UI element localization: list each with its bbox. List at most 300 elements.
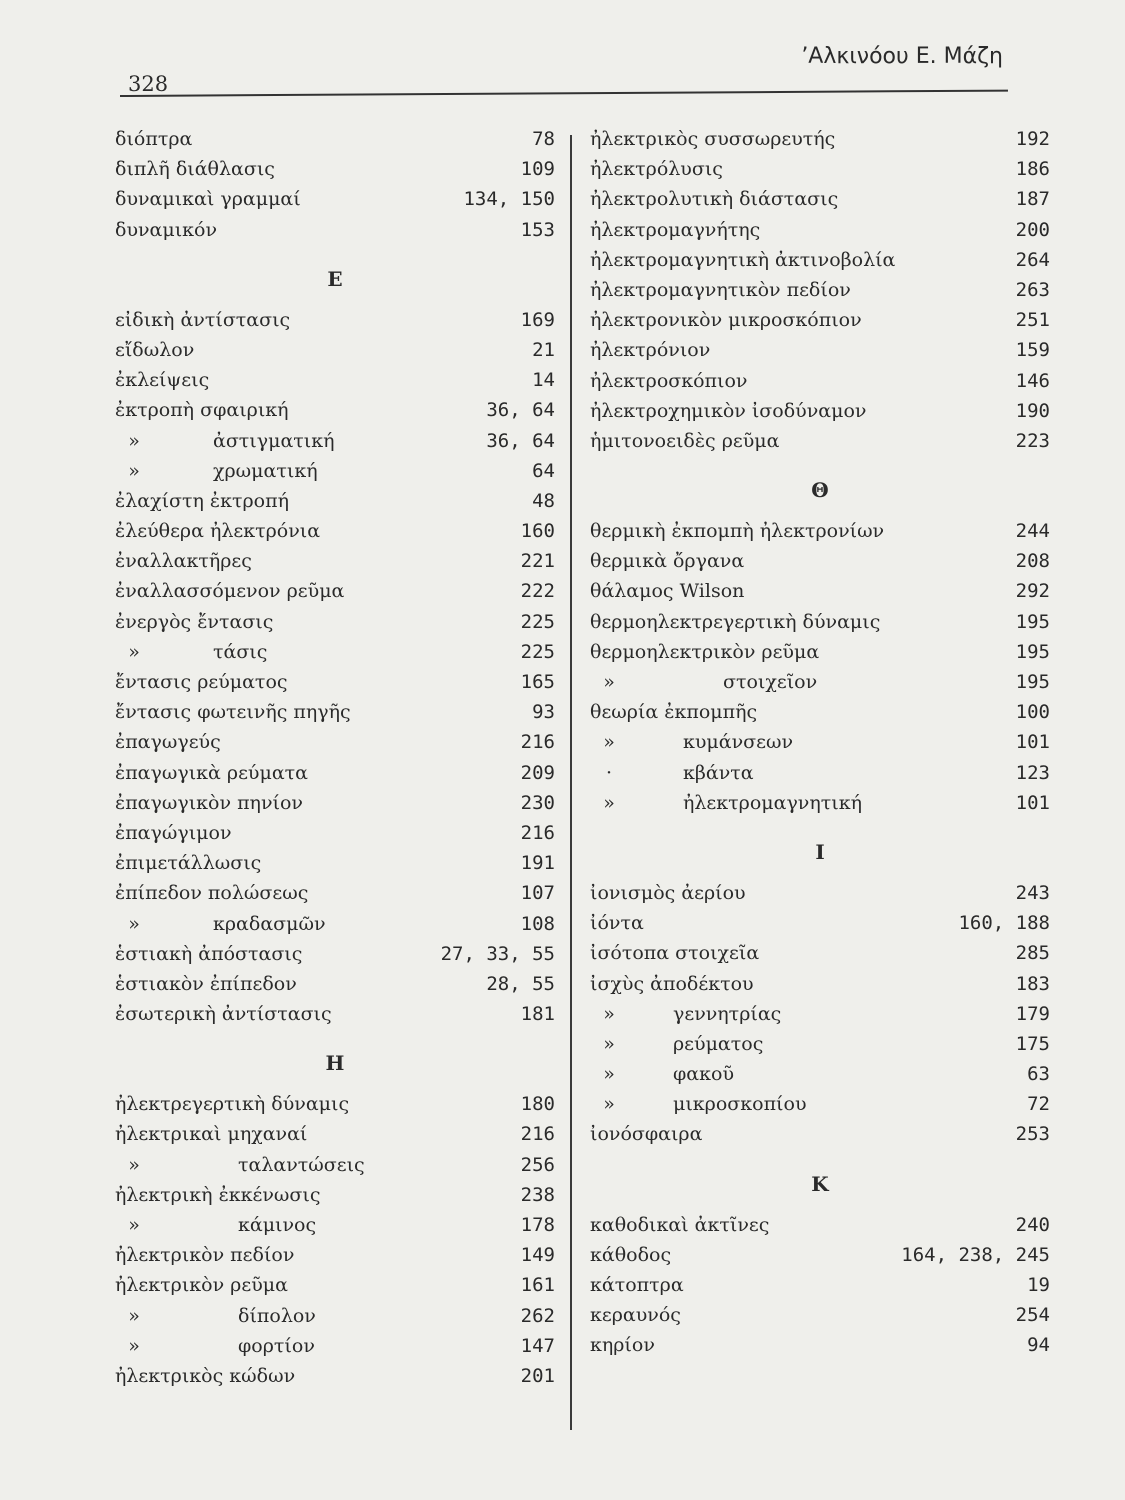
entry-term — [115, 852, 261, 874]
entry-term — [590, 339, 710, 361]
index-entry — [115, 550, 555, 580]
index-entry — [590, 611, 1050, 641]
entry-term-text: ἰονόσφαιρα — [590, 1123, 703, 1146]
entry-term — [115, 580, 344, 602]
entry-pages: 187 — [1015, 188, 1050, 211]
entry-term-text: ἐπαγωγεύς — [115, 731, 221, 754]
entry-pages: 160, 188 — [958, 912, 1050, 935]
right-column — [590, 128, 1050, 1365]
index-entry — [590, 1033, 1050, 1063]
entry-term — [590, 400, 866, 422]
entry-term — [115, 882, 308, 904]
entry-pages: 256 — [520, 1153, 555, 1176]
entry-pages: 195 — [1015, 610, 1050, 633]
entry-term — [590, 1274, 684, 1296]
index-entry — [115, 762, 555, 792]
index-entry — [115, 1003, 555, 1033]
index-entry — [590, 580, 1050, 610]
entry-term — [115, 731, 221, 753]
entry-term-text: δυναμικόν — [115, 218, 218, 241]
index-entry — [590, 882, 1050, 912]
entry-term — [590, 671, 817, 693]
entry-pages: 164, 238, 245 — [901, 1243, 1050, 1266]
index-entry — [115, 430, 555, 460]
entry-term-text: ἠλεκτρικὴ ἐκκένωσις — [115, 1183, 321, 1206]
entry-term — [590, 1334, 655, 1356]
entry-pages: 230 — [520, 791, 555, 814]
entry-pages: 165 — [520, 671, 555, 693]
entry-term — [590, 309, 862, 331]
entry-term-text: φακοῦ — [673, 1063, 734, 1086]
entry-term-text: ἐπαγωγικὰ ρεύματα — [115, 761, 308, 784]
ditto-mark: » — [128, 1334, 140, 1357]
index-entry — [115, 882, 555, 912]
entry-term — [115, 1214, 316, 1236]
entry-term-text: ἠλεκτροσκόπιον — [590, 369, 748, 392]
entry-term — [115, 550, 252, 572]
ditto-mark: » — [603, 791, 615, 814]
index-entry — [115, 611, 555, 641]
index-entry — [115, 1305, 555, 1335]
index-entry — [115, 1093, 555, 1123]
index-entry — [115, 490, 555, 520]
entry-term-text: ρεύματος — [673, 1032, 764, 1055]
index-entry — [115, 1335, 555, 1365]
index-entry — [590, 1214, 1050, 1244]
entry-term-text: ἰονισμὸς ἀερίου — [590, 881, 746, 904]
entry-pages: 216 — [520, 821, 555, 844]
entry-pages: 123 — [1015, 761, 1050, 784]
entry-term-text: δυναμικαὶ γραμμαί — [115, 188, 301, 211]
entry-term-text: ἠλεκτρόνιον — [590, 339, 711, 362]
entry-term-text: θερμικὰ ὄργανα — [590, 550, 745, 573]
index-entry — [590, 1003, 1050, 1033]
entry-term-text: ἠλεκτρομαγνητικὸν πεδίον — [590, 278, 851, 301]
entry-pages: 285 — [1015, 942, 1050, 965]
index-entry — [115, 973, 555, 1003]
entry-pages: 101 — [1015, 731, 1050, 754]
index-entry — [590, 188, 1050, 218]
entry-pages: 175 — [1015, 1032, 1050, 1055]
entry-pages: 160 — [520, 520, 555, 543]
entry-term — [115, 1305, 316, 1327]
entry-term-text: κεραυνός — [590, 1304, 681, 1327]
entry-term-text: ἠλεκτρονικὸν μικροσκόπιον — [590, 309, 862, 332]
ditto-mark: » — [603, 1002, 615, 1025]
entry-term-text: ἐλαχίστη ἐκτροπή — [115, 489, 289, 512]
entry-term-text: διόπτρα — [115, 128, 193, 150]
entry-pages: 180 — [520, 1093, 555, 1116]
entry-pages: 201 — [520, 1364, 555, 1387]
entry-term — [590, 520, 884, 542]
entry-pages: 36, 64 — [486, 429, 555, 452]
entry-term — [115, 128, 192, 150]
index-entry — [115, 369, 555, 399]
entry-pages: 216 — [520, 731, 555, 754]
entry-pages: 192 — [1015, 128, 1050, 150]
entry-pages: 208 — [1015, 550, 1050, 573]
index-entry — [115, 158, 555, 188]
entry-term-text: κβάντα — [683, 761, 754, 784]
index-entry — [115, 128, 555, 158]
entry-term — [590, 370, 747, 392]
entry-term-text: ἐπαγώγιμον — [115, 821, 232, 844]
entry-term — [115, 1335, 315, 1357]
entry-term-text: ἔντασις φωτεινῆς πηγῆς — [115, 701, 351, 724]
entry-term-text: ἑστιακὴ ἀπόστασις — [115, 942, 303, 965]
entry-term-text: ἐλεύθερα ἠλεκτρόνια — [115, 520, 321, 543]
entry-term-text: στοιχεῖον — [723, 671, 818, 693]
entry-term — [115, 460, 318, 482]
entry-term-text: δίπολον — [238, 1304, 316, 1327]
ditto-mark: » — [128, 640, 140, 663]
entry-term — [590, 430, 779, 452]
entry-pages: 200 — [1015, 218, 1050, 241]
ditto-mark: » — [128, 429, 140, 452]
index-entry — [590, 912, 1050, 942]
index-entry — [115, 1274, 555, 1304]
entry-pages: 108 — [520, 912, 555, 935]
entry-pages: 216 — [520, 1123, 555, 1146]
entry-pages: 78 — [532, 128, 555, 150]
entry-term-text: μικροσκοπίου — [673, 1093, 807, 1116]
index-entry — [590, 249, 1050, 279]
index-entry — [115, 580, 555, 610]
entry-term — [590, 1214, 769, 1236]
entry-term — [115, 973, 297, 995]
entry-term-text: κηρίον — [590, 1334, 655, 1357]
entry-term-text: ἀστιγματική — [213, 429, 335, 452]
index-entry — [115, 913, 555, 943]
entry-pages: 134, 150 — [463, 188, 555, 211]
index-entry — [115, 1214, 555, 1244]
entry-term-text: ἐναλλακτῆρες — [115, 550, 252, 573]
index-entry — [115, 701, 555, 731]
entry-pages: 251 — [1015, 309, 1050, 332]
index-entry — [590, 370, 1050, 400]
entry-term — [590, 1304, 681, 1326]
ditto-mark: » — [603, 671, 615, 693]
page-number: 328 — [128, 72, 169, 96]
index-entry — [590, 792, 1050, 822]
entry-pages: 262 — [520, 1304, 555, 1327]
entry-term — [115, 943, 302, 965]
entry-pages: 292 — [1015, 580, 1050, 603]
entry-pages: 186 — [1015, 158, 1050, 181]
ditto-mark: · — [605, 761, 613, 784]
index-entry — [115, 219, 555, 249]
entry-term — [115, 430, 335, 452]
entry-term — [115, 1003, 332, 1025]
entry-term — [590, 279, 851, 301]
entry-term-text: τάσις — [213, 640, 268, 663]
entry-pages: 264 — [1015, 248, 1050, 271]
entry-term — [115, 219, 217, 241]
index-entry — [115, 943, 555, 973]
index-entry — [115, 671, 555, 701]
entry-term — [590, 1093, 807, 1115]
entry-term — [115, 490, 289, 512]
index-entry — [590, 1274, 1050, 1304]
index-entry — [590, 731, 1050, 761]
entry-term — [590, 249, 895, 271]
index-entry — [590, 550, 1050, 580]
index-entry — [590, 671, 1050, 701]
entry-term — [115, 701, 351, 723]
ditto-mark: » — [128, 459, 140, 482]
entry-pages: 223 — [1015, 429, 1050, 452]
entry-term-text: θεωρία ἐκπομπῆς — [590, 701, 758, 724]
entry-term — [590, 611, 880, 633]
entry-pages: 149 — [520, 1244, 555, 1267]
left-column — [115, 128, 555, 1395]
entry-term-text: ἠλεκτρομαγνήτης — [590, 218, 761, 241]
entry-term — [115, 611, 273, 633]
index-entry — [590, 762, 1050, 792]
index-entry — [115, 822, 555, 852]
entry-term-text: ἐπιμετάλλωσις — [115, 852, 262, 875]
entry-term — [590, 1063, 734, 1085]
entry-term-text: εἴδωλον — [115, 338, 195, 361]
ditto-mark: » — [603, 731, 615, 754]
entry-term-text: κάμινος — [238, 1214, 317, 1236]
section-heading: Ι — [815, 839, 825, 864]
entry-term-text: ἔντασις ρεύματος — [115, 671, 288, 693]
entry-pages: 100 — [1015, 701, 1050, 724]
index-entry — [590, 1304, 1050, 1334]
entry-term-text: γεννητρίας — [673, 1002, 782, 1025]
index-entry — [115, 731, 555, 761]
index-entry — [590, 701, 1050, 731]
entry-term-text: ἠλεκτρεγερτικὴ δύναμις — [115, 1093, 350, 1116]
entry-pages: 253 — [1015, 1123, 1050, 1146]
entry-pages: 169 — [520, 308, 555, 331]
entry-pages: 63 — [1027, 1063, 1050, 1086]
entry-term — [590, 641, 819, 663]
entry-term-text: χρωματική — [213, 459, 318, 482]
entry-term — [115, 762, 308, 784]
entry-term — [590, 942, 759, 964]
column-divider — [570, 135, 572, 1430]
index-entry — [115, 1123, 555, 1153]
index-entry — [115, 1154, 555, 1184]
entry-term-text: ἡμιτονοειδὲς ρεῦμα — [590, 429, 780, 452]
index-entry — [115, 309, 555, 339]
index-entry — [590, 158, 1050, 188]
entry-term — [590, 1244, 671, 1266]
entry-term-text: ταλαντώσεις — [238, 1153, 365, 1176]
entry-pages: 178 — [520, 1214, 555, 1236]
entry-term — [590, 219, 760, 241]
ditto-mark: » — [128, 1214, 140, 1236]
entry-pages: 191 — [520, 852, 555, 875]
header-rule — [120, 90, 1008, 97]
entry-term-text: θερμοηλεκτρικὸν ρεῦμα — [590, 640, 820, 663]
index-entry — [115, 520, 555, 550]
entry-pages: 21 — [532, 338, 555, 361]
ditto-mark: » — [128, 1304, 140, 1327]
entry-term-text: ἑστιακὸν ἐπίπεδον — [115, 972, 297, 995]
entry-pages: 209 — [520, 761, 555, 784]
entry-term-text: ἠλεκτρικὸν ρεῦμα — [115, 1274, 288, 1297]
index-entry — [590, 1334, 1050, 1364]
entry-term-text: ἰσότοπα στοιχεῖα — [590, 942, 760, 965]
entry-term — [115, 1154, 365, 1176]
entry-term-text: ἠλεκτρικὸς κώδων — [115, 1364, 296, 1387]
entry-pages: 101 — [1015, 791, 1050, 814]
entry-term — [115, 158, 275, 180]
entry-term-text: θερμικὴ ἐκπομπὴ ἠλεκτρονίων — [590, 520, 885, 543]
entry-term — [115, 822, 232, 844]
entry-term — [115, 913, 326, 935]
entry-term — [590, 701, 757, 723]
section-heading: Η — [325, 1051, 345, 1076]
entry-pages: 48 — [532, 489, 555, 512]
entry-term-text: κάθοδος — [590, 1243, 672, 1266]
entry-term-text: ἰσχὺς ἀποδέκτου — [590, 972, 754, 995]
section-heading: Θ — [811, 478, 829, 503]
index-entry — [590, 520, 1050, 550]
index-entry — [115, 641, 555, 671]
entry-term — [115, 1274, 288, 1296]
entry-term — [590, 1033, 763, 1055]
index-entry — [590, 309, 1050, 339]
index-entry — [590, 973, 1050, 1003]
entry-term-text: ἐσωτερικὴ ἀντίστασις — [115, 1003, 332, 1026]
index-entry — [590, 128, 1050, 158]
entry-term — [115, 792, 303, 814]
entry-term — [590, 792, 862, 814]
entry-pages: 109 — [520, 158, 555, 181]
entry-term — [115, 188, 301, 210]
entry-pages: 243 — [1015, 881, 1050, 904]
index-entry — [590, 1063, 1050, 1093]
entry-pages: 225 — [520, 610, 555, 633]
running-head: ’Αλκινόου Ε. Μάζη — [801, 44, 1003, 69]
index-entry — [115, 852, 555, 882]
index-entry — [590, 1123, 1050, 1153]
entry-term — [115, 339, 194, 361]
entry-pages: 153 — [520, 218, 555, 241]
entry-term-text: θάλαμος Wilson — [590, 580, 745, 603]
entry-term-text: κάτοπτρα — [590, 1274, 684, 1296]
index-entry — [115, 1244, 555, 1274]
entry-term-text: ἠλεκτρικὸν πεδίον — [115, 1244, 295, 1267]
entry-pages: 72 — [1027, 1093, 1050, 1116]
index-entry — [590, 1093, 1050, 1123]
entry-pages: 240 — [1015, 1213, 1050, 1236]
entry-term-text: φορτίον — [238, 1334, 315, 1357]
entry-term-text: ἐπίπεδον πολώσεως — [115, 882, 309, 905]
entry-term — [590, 1123, 702, 1145]
entry-term-text: ἐκτροπὴ σφαιρική — [115, 399, 289, 422]
entry-term — [115, 641, 267, 663]
entry-term — [115, 309, 290, 331]
entry-term — [115, 1244, 294, 1266]
entry-pages: 254 — [1015, 1304, 1050, 1327]
entry-pages: 94 — [1027, 1334, 1050, 1357]
entry-pages: 190 — [1015, 399, 1050, 422]
entry-term — [115, 1123, 307, 1145]
entry-term — [590, 882, 746, 904]
entry-term-text: ἠλεκτρομαγνητικὴ ἀκτινοβολία — [590, 248, 896, 271]
entry-term-text: ἠλεκτρόλυσις — [590, 158, 723, 181]
index-entry — [590, 641, 1050, 671]
entry-pages: 147 — [520, 1334, 555, 1357]
entry-pages: 28, 55 — [486, 972, 555, 995]
entry-pages: 221 — [520, 550, 555, 573]
entry-term — [115, 399, 289, 421]
section-heading: Κ — [811, 1171, 829, 1196]
entry-term — [590, 158, 723, 180]
entry-term-text: κυμάνσεων — [683, 731, 794, 754]
entry-term-text: καθοδικαὶ ἀκτῖνες — [590, 1213, 770, 1236]
entry-term — [590, 580, 744, 602]
ditto-mark: » — [128, 912, 140, 935]
entry-pages: 183 — [1015, 972, 1050, 995]
entry-pages: 93 — [532, 701, 555, 724]
entry-term-text: ἐκλείψεις — [115, 369, 210, 392]
index-entry — [115, 339, 555, 369]
entry-term — [590, 731, 793, 753]
entry-pages: 36, 64 — [486, 399, 555, 422]
entry-term — [590, 912, 644, 934]
entry-term-text: ἐναλλασσόμενον ρεῦμα — [115, 580, 345, 603]
index-entry — [590, 400, 1050, 430]
entry-term-text: ἐνεργὸς ἔντασις — [115, 610, 274, 633]
entry-pages: 64 — [532, 459, 555, 482]
entry-pages: 159 — [1015, 339, 1050, 362]
index-entry — [115, 188, 555, 218]
entry-term-text: διπλῆ διάθλασις — [115, 158, 275, 181]
entry-term-text: κραδασμῶν — [213, 912, 326, 935]
index-entry — [115, 399, 555, 429]
entry-pages: 244 — [1015, 520, 1050, 543]
entry-pages: 146 — [1015, 369, 1050, 392]
index-entry — [590, 1244, 1050, 1274]
ditto-mark: » — [603, 1032, 615, 1055]
entry-pages: 195 — [1015, 671, 1050, 693]
index-entry — [115, 1365, 555, 1395]
entry-pages: 179 — [1015, 1002, 1050, 1025]
entry-pages: 161 — [520, 1274, 555, 1297]
entry-term — [590, 762, 754, 784]
ditto-mark: » — [603, 1063, 615, 1086]
entry-term-text: ἠλεκτρολυτικὴ διάστασις — [590, 188, 839, 211]
entry-term — [590, 188, 838, 210]
index-entry — [115, 460, 555, 490]
entry-term-text: ἠλεκτροχημικὸν ἰσοδύναμον — [590, 399, 867, 422]
section-heading: Ε — [327, 266, 343, 291]
entry-term — [590, 128, 835, 150]
entry-term — [590, 973, 754, 995]
entry-pages: 195 — [1015, 640, 1050, 663]
ditto-mark: » — [128, 1153, 140, 1176]
ditto-mark: » — [603, 1093, 615, 1116]
index-entry — [590, 430, 1050, 460]
entry-pages: 14 — [532, 369, 555, 392]
entry-term — [115, 671, 288, 693]
entry-term-text: ἠλεκτρικὸς συσσωρευτής — [590, 128, 836, 150]
entry-term-text: ἰόντα — [590, 912, 644, 935]
entry-term — [115, 520, 320, 542]
entry-term — [115, 1093, 349, 1115]
index-entry — [590, 279, 1050, 309]
entry-term — [115, 1365, 295, 1387]
entry-term-text: εἰδικὴ ἀντίστασις — [115, 308, 291, 331]
entry-term-text: ἐπαγωγικὸν πηνίον — [115, 791, 303, 814]
entry-pages: 263 — [1015, 278, 1050, 301]
